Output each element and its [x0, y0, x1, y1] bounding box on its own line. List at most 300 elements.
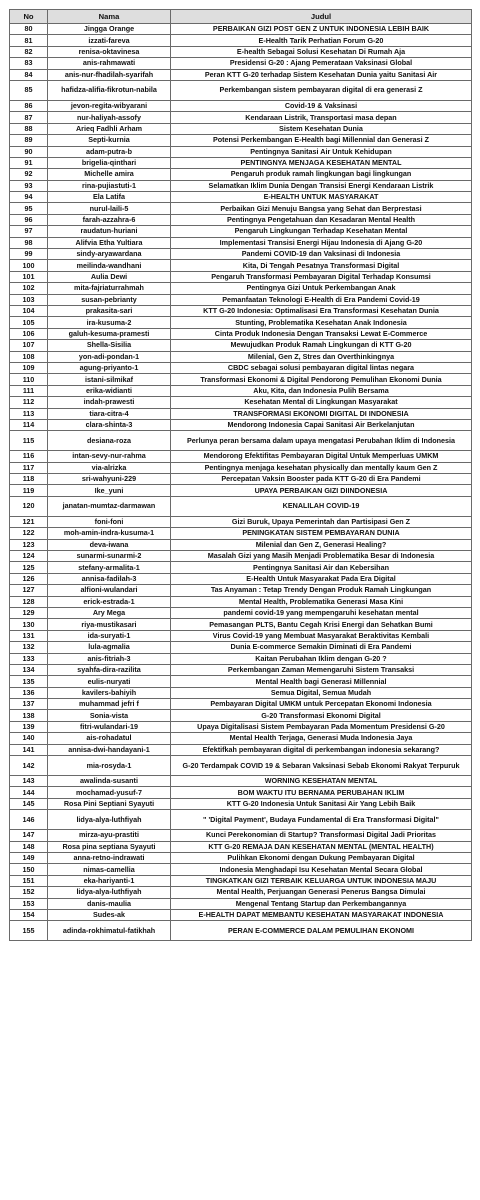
- table-body: [10, 24, 472, 941]
- cell-no: 113: [10, 408, 48, 419]
- cell-judul: Kunci Perekonomian di Startup? Transformasi Digital Jadi Prioritas: [171, 830, 472, 841]
- cell-judul: KENALILAH COVID-19: [171, 496, 472, 516]
- cell-no: 97: [10, 226, 48, 237]
- cell-nama: mia-rosyda-1: [48, 756, 171, 776]
- cell-nama: yon-adi-pondan-1: [48, 351, 171, 362]
- table-row: [10, 687, 472, 698]
- cell-judul: Pentingnya Gizi Untuk Perkembangan Anak: [171, 283, 472, 294]
- cell-judul: Selamatkan Iklim Dunia Dengan Transisi Energi Kendaraan Listrik: [171, 180, 472, 191]
- table-row: [10, 864, 472, 875]
- cell-nama: adinda-rokhimatul-fatikhah: [48, 921, 171, 941]
- cell-no: 101: [10, 271, 48, 282]
- cell-nama: Ike_yuni: [48, 485, 171, 496]
- cell-judul: Implementasi Transisi Energi Hijau Indonesia di Ajang G-20: [171, 237, 472, 248]
- cell-no: 118: [10, 474, 48, 485]
- cell-nama: desiana-roza: [48, 431, 171, 451]
- cell-no: 84: [10, 69, 48, 80]
- table-row: [10, 921, 472, 941]
- cell-judul: Aku, Kita, dan Indonesia Pulih Bersama: [171, 385, 472, 396]
- cell-judul: TINGKATKAN GIZI TERBAIK KELUARGA UNTUK INDONESIA MAJU: [171, 875, 472, 886]
- table-row: [10, 562, 472, 573]
- table-row: [10, 203, 472, 214]
- header-row: [10, 10, 472, 24]
- cell-judul: Perbaikan Gizi Menuju Bangsa yang Sehat dan Berprestasi: [171, 203, 472, 214]
- cell-judul: Sistem Kesehatan Dunia: [171, 123, 472, 134]
- cell-nama: Sonia-vista: [48, 710, 171, 721]
- cell-judul: Kendaraan Listrik, Transportasi masa depan: [171, 112, 472, 123]
- cell-no: 138: [10, 710, 48, 721]
- cell-nama: lidya-alya-luthfiyah: [48, 810, 171, 830]
- table-row: [10, 798, 472, 809]
- cell-nama: Michelle amira: [48, 169, 171, 180]
- cell-no: 150: [10, 864, 48, 875]
- cell-nama: Rosa pina septiana Syayuti: [48, 841, 171, 852]
- table-row: [10, 419, 472, 430]
- cell-no: 153: [10, 898, 48, 909]
- cell-no: 109: [10, 362, 48, 373]
- cell-nama: sri-wahyuni-229: [48, 474, 171, 485]
- cell-judul: PERAN E-COMMERCE DALAM PEMULIHAN EKONOMI: [171, 921, 472, 941]
- cell-judul: Pulihkan Ekonomi dengan Dukung Pembayaran Digital: [171, 853, 472, 864]
- cell-nama: rina-pujiastuti-1: [48, 180, 171, 191]
- cell-no: 141: [10, 744, 48, 755]
- cell-nama: nur-haliyah-assofy: [48, 112, 171, 123]
- cell-nama: nurul-laili-5: [48, 203, 171, 214]
- cell-judul: " 'Digital Payment', Budaya Fundamental di Era Transformasi Digital": [171, 810, 472, 830]
- cell-judul: Pentingnya Pengetahuan dan Kesadaran Mental Health: [171, 214, 472, 225]
- cell-nama: deva-iwana: [48, 539, 171, 550]
- table-row: [10, 362, 472, 373]
- cell-nama: Alifvia Etha Yultiara: [48, 237, 171, 248]
- cell-judul: Perkembangan sistem pembayaran digital di era generasi Z: [171, 80, 472, 100]
- table-row: [10, 699, 472, 710]
- table-row: [10, 721, 472, 732]
- cell-judul: KTT G-20 Indonesia: Optimalisasi Era Transformasi Kesehatan Dunia: [171, 305, 472, 316]
- table-row: [10, 756, 472, 776]
- cell-no: 140: [10, 733, 48, 744]
- cell-no: 129: [10, 607, 48, 618]
- table-row: [10, 180, 472, 191]
- cell-judul: Kaitan Perubahan Iklim dengan G-20 ?: [171, 653, 472, 664]
- cell-nama: agung-priyanto-1: [48, 362, 171, 373]
- table-row: [10, 100, 472, 111]
- cell-judul: Mental Health Terjaga, Generasi Muda Indonesia Jaya: [171, 733, 472, 744]
- table-row: [10, 462, 472, 473]
- cell-no: 111: [10, 385, 48, 396]
- cell-nama: nimas-camellia: [48, 864, 171, 875]
- table-row: [10, 596, 472, 607]
- cell-no: 106: [10, 328, 48, 339]
- cell-judul: Cinta Produk Indonesia Dengan Transaksi Lewat E-Commerce: [171, 328, 472, 339]
- cell-no: 145: [10, 798, 48, 809]
- cell-judul: Mendorong Efektifitas Pembayaran Digital Untuk Memperluas UMKM: [171, 451, 472, 462]
- cell-no: 136: [10, 687, 48, 698]
- cell-no: 125: [10, 562, 48, 573]
- cell-nama: adam-putra-b: [48, 146, 171, 157]
- cell-nama: farah-azzahra-6: [48, 214, 171, 225]
- cell-nama: mita-fajriaturrahmah: [48, 283, 171, 294]
- cell-judul: Virus Covid-19 yang Membuat Masyarakat Beraktivitas Kembali: [171, 630, 472, 641]
- cell-judul: Pemasangan PLTS, Bantu Cegah Krisi Energi dan Sehatkan Bumi: [171, 619, 472, 630]
- cell-judul: Indonesia Menghadapi Isu Kesehatan Mental Secara Global: [171, 864, 472, 875]
- cell-judul: Pengaruh Lingkungan Terhadap Kesehatan Mental: [171, 226, 472, 237]
- cell-nama: kavilers-bahiyih: [48, 687, 171, 698]
- cell-no: 152: [10, 887, 48, 898]
- table-row: [10, 841, 472, 852]
- cell-no: 91: [10, 157, 48, 168]
- cell-judul: Pentingnya Sanitasi Air Untuk Kehidupan: [171, 146, 472, 157]
- cell-judul: Milenial, Gen Z, Stres dan Overthinkingnya: [171, 351, 472, 362]
- table-row: [10, 351, 472, 362]
- cell-judul: Mental Health bagi Generasi Millennial: [171, 676, 472, 687]
- cell-no: 83: [10, 58, 48, 69]
- table-row: [10, 664, 472, 675]
- table-row: [10, 69, 472, 80]
- participant-table-container: [9, 9, 471, 941]
- cell-no: 82: [10, 46, 48, 57]
- table-row: [10, 787, 472, 798]
- cell-no: 90: [10, 146, 48, 157]
- cell-nama: erick-estrada-1: [48, 596, 171, 607]
- cell-nama: izzati-fareva: [48, 35, 171, 46]
- table-row: [10, 340, 472, 351]
- cell-no: 112: [10, 397, 48, 408]
- cell-nama: syahfa-dira-razilita: [48, 664, 171, 675]
- cell-nama: lula-agmalia: [48, 642, 171, 653]
- cell-no: 149: [10, 853, 48, 864]
- cell-nama: prakasita-sari: [48, 305, 171, 316]
- table-row: [10, 451, 472, 462]
- cell-nama: jevon-regita-wibyarani: [48, 100, 171, 111]
- cell-no: 135: [10, 676, 48, 687]
- cell-no: 80: [10, 24, 48, 35]
- cell-no: 134: [10, 664, 48, 675]
- table-row: [10, 408, 472, 419]
- cell-nama: Arieq Fadhli Arham: [48, 123, 171, 134]
- cell-judul: Presidensi G-20 : Ajang Pemerataan Vaksinasi Global: [171, 58, 472, 69]
- cell-nama: annisa-dwi-handayani-1: [48, 744, 171, 755]
- table-row: [10, 58, 472, 69]
- cell-no: 95: [10, 203, 48, 214]
- cell-judul: Percepatan Vaksin Booster pada KTT G-20 di Era Pandemi: [171, 474, 472, 485]
- cell-judul: Efektifkah pembayaran digital di perkembangan indonesia sekarang?: [171, 744, 472, 755]
- cell-no: 130: [10, 619, 48, 630]
- cell-judul: Pengaruh produk ramah lingkungan bagi lingkungan: [171, 169, 472, 180]
- cell-nama: meilinda-wandhani: [48, 260, 171, 271]
- table-row: [10, 249, 472, 260]
- cell-no: 89: [10, 135, 48, 146]
- table-row: [10, 630, 472, 641]
- cell-no: 120: [10, 496, 48, 516]
- table-row: [10, 80, 472, 100]
- cell-judul: Stunting, Problematika Kesehatan Anak Indonesia: [171, 317, 472, 328]
- table-row: [10, 192, 472, 203]
- table-row: [10, 744, 472, 755]
- table-row: [10, 317, 472, 328]
- cell-nama: Septi-kurnia: [48, 135, 171, 146]
- table-row: [10, 397, 472, 408]
- cell-nama: Jingga Orange: [48, 24, 171, 35]
- cell-no: 154: [10, 909, 48, 920]
- cell-nama: brigelia-qinthari: [48, 157, 171, 168]
- cell-judul: Pemanfaatan Teknologi E-Health di Era Pandemi Covid-19: [171, 294, 472, 305]
- cell-no: 108: [10, 351, 48, 362]
- table-row: [10, 909, 472, 920]
- cell-no: 147: [10, 830, 48, 841]
- table-row: [10, 875, 472, 886]
- table-row: [10, 294, 472, 305]
- cell-nama: moh-amin-indra-kusuma-1: [48, 528, 171, 539]
- cell-nama: susan-pebrianty: [48, 294, 171, 305]
- cell-judul: E-health Sebagai Solusi Kesehatan Di Rumah Aja: [171, 46, 472, 57]
- cell-nama: anna-retno-indrawati: [48, 853, 171, 864]
- cell-judul: pandemi covid-19 yang mempengaruhi kesehatan mental: [171, 607, 472, 618]
- cell-no: 81: [10, 35, 48, 46]
- table-row: [10, 112, 472, 123]
- table-row: [10, 485, 472, 496]
- cell-no: 107: [10, 340, 48, 351]
- cell-judul: Perkembangan Zaman Memengaruhi Sistem Transaksi: [171, 664, 472, 675]
- cell-no: 86: [10, 100, 48, 111]
- cell-no: 116: [10, 451, 48, 462]
- cell-judul: Kesehatan Mental di Lingkungan Masyarakat: [171, 397, 472, 408]
- cell-no: 128: [10, 596, 48, 607]
- table-row: [10, 24, 472, 35]
- cell-judul: E-HEALTH DAPAT MEMBANTU KESEHATAN MASYARAKAT INDONESIA: [171, 909, 472, 920]
- table-row: [10, 573, 472, 584]
- cell-judul: KTT G-20 Indonesia Untuk Sanitasi Air Yang Lebih Baik: [171, 798, 472, 809]
- cell-nama: indah-prawesti: [48, 397, 171, 408]
- cell-nama: anis-nur-fhadilah-syarifah: [48, 69, 171, 80]
- cell-no: 105: [10, 317, 48, 328]
- cell-no: 119: [10, 485, 48, 496]
- table-row: [10, 653, 472, 664]
- cell-nama: clara-shinta-3: [48, 419, 171, 430]
- table-row: [10, 551, 472, 562]
- cell-judul: UPAYA PERBAIKAN GIZI DIINDONESIA: [171, 485, 472, 496]
- cell-nama: sindy-aryawardana: [48, 249, 171, 260]
- table-row: [10, 431, 472, 451]
- table-row: [10, 135, 472, 146]
- cell-no: 127: [10, 585, 48, 596]
- table-row: [10, 776, 472, 787]
- cell-no: 88: [10, 123, 48, 134]
- table-row: [10, 642, 472, 653]
- cell-no: 122: [10, 528, 48, 539]
- table-row: [10, 385, 472, 396]
- cell-no: 142: [10, 756, 48, 776]
- cell-no: 96: [10, 214, 48, 225]
- cell-nama: annisa-fadilah-3: [48, 573, 171, 584]
- cell-no: 137: [10, 699, 48, 710]
- table-row: [10, 619, 472, 630]
- cell-nama: renisa-oktavinesa: [48, 46, 171, 57]
- cell-nama: galuh-kesuma-pramesti: [48, 328, 171, 339]
- cell-no: 93: [10, 180, 48, 191]
- cell-nama: awalinda-susanti: [48, 776, 171, 787]
- table-row: [10, 237, 472, 248]
- cell-judul: Mental Health, Perjuangan Generasi Penerus Bangsa Dimulai: [171, 887, 472, 898]
- cell-nama: danis-maulia: [48, 898, 171, 909]
- table-row: [10, 214, 472, 225]
- cell-judul: Pembayaran Digital UMKM untuk Percepatan Ekonomi Indonesia: [171, 699, 472, 710]
- cell-nama: sunarmi-sunarmi-2: [48, 551, 171, 562]
- cell-judul: Mewujudkan Produk Ramah Lingkungan di KTT G-20: [171, 340, 472, 351]
- table-row: [10, 539, 472, 550]
- cell-no: 146: [10, 810, 48, 830]
- cell-judul: Peran KTT G-20 terhadap Sistem Kesehatan Dunia yaitu Sanitasi Air: [171, 69, 472, 80]
- cell-nama: via-alrizka: [48, 462, 171, 473]
- cell-no: 143: [10, 776, 48, 787]
- cell-judul: G-20 Terdampak COVID 19 & Sebaran Vaksinasi Sebab Ekonomi Rakyat Terpuruk: [171, 756, 472, 776]
- cell-no: 121: [10, 516, 48, 527]
- cell-no: 102: [10, 283, 48, 294]
- cell-nama: intan-sevy-nur-rahma: [48, 451, 171, 462]
- cell-judul: Pandemi COVID-19 dan Vaksinasi di Indonesia: [171, 249, 472, 260]
- cell-nama: riya-mustikasari: [48, 619, 171, 630]
- table-row: [10, 516, 472, 527]
- table-row: [10, 271, 472, 282]
- cell-no: 151: [10, 875, 48, 886]
- cell-nama: anis-fitriah-3: [48, 653, 171, 664]
- cell-no: 100: [10, 260, 48, 271]
- cell-judul: E-Health Tarik Perhatian Forum G-20: [171, 35, 472, 46]
- cell-no: 92: [10, 169, 48, 180]
- cell-nama: foni-foni: [48, 516, 171, 527]
- cell-nama: istani-silmikaf: [48, 374, 171, 385]
- cell-nama: janatan-mumtaz-darmawan: [48, 496, 171, 516]
- table-row: [10, 283, 472, 294]
- cell-judul: Tas Anyaman : Tetap Trendy Dengan Produk Ramah Lingkungan: [171, 585, 472, 596]
- participant-table: [9, 9, 472, 941]
- cell-no: 144: [10, 787, 48, 798]
- table-row: [10, 328, 472, 339]
- cell-judul: Mengenal Tentang Startup dan Perkembangannya: [171, 898, 472, 909]
- cell-judul: G-20 Transformasi Ekonomi Digital: [171, 710, 472, 721]
- cell-no: 139: [10, 721, 48, 732]
- cell-no: 148: [10, 841, 48, 852]
- cell-no: 99: [10, 249, 48, 260]
- cell-no: 155: [10, 921, 48, 941]
- cell-judul: Pengaruh Transformasi Pembayaran Digital Terhadap Konsumsi: [171, 271, 472, 282]
- cell-nama: eka-hariyanti-1: [48, 875, 171, 886]
- table-row: [10, 374, 472, 385]
- cell-judul: Covid-19 & Vaksinasi: [171, 100, 472, 111]
- cell-judul: Dunia E-commerce Semakin Diminati di Era Pandemi: [171, 642, 472, 653]
- cell-nama: Shella-Sisilia: [48, 340, 171, 351]
- cell-no: 124: [10, 551, 48, 562]
- cell-nama: ira-kusuma-2: [48, 317, 171, 328]
- table-row: [10, 305, 472, 316]
- cell-nama: muhammad jefri f: [48, 699, 171, 710]
- cell-nama: ais-rohadatul: [48, 733, 171, 744]
- cell-judul: WORNING KESEHATAN MENTAL: [171, 776, 472, 787]
- cell-judul: Perlunya peran bersama dalam upaya mengatasi Perubahan Iklim di Indonesia: [171, 431, 472, 451]
- cell-judul: Mendorong Indonesia Capai Sanitasi Air Berkelanjutan: [171, 419, 472, 430]
- cell-no: 114: [10, 419, 48, 430]
- cell-nama: ida-suryati-1: [48, 630, 171, 641]
- cell-nama: Ela Latifa: [48, 192, 171, 203]
- cell-no: 117: [10, 462, 48, 473]
- table-row: [10, 226, 472, 237]
- cell-judul: Pentingnya Sanitasi Air dan Kebersihan: [171, 562, 472, 573]
- cell-no: 126: [10, 573, 48, 584]
- cell-no: 104: [10, 305, 48, 316]
- table-row: [10, 260, 472, 271]
- table-row: [10, 157, 472, 168]
- table-row: [10, 810, 472, 830]
- cell-judul: Kita, Di Tengah Pesatnya Transformasi Digital: [171, 260, 472, 271]
- table-row: [10, 853, 472, 864]
- cell-nama: eulis-nuryati: [48, 676, 171, 687]
- cell-nama: mirza-ayu-prastiti: [48, 830, 171, 841]
- table-row: [10, 733, 472, 744]
- table-row: [10, 676, 472, 687]
- cell-judul: E-HEALTH UNTUK MASYARAKAT: [171, 192, 472, 203]
- cell-judul: PERBAIKAN GIZI POST GEN Z UNTUK INDONESIA LEBIH BAIK: [171, 24, 472, 35]
- table-row: [10, 146, 472, 157]
- cell-no: 133: [10, 653, 48, 664]
- cell-judul: CBDC sebagai solusi pembayaran digital lintas negara: [171, 362, 472, 373]
- table-header: [10, 10, 472, 24]
- table-row: [10, 898, 472, 909]
- cell-nama: alfioni-wulandari: [48, 585, 171, 596]
- cell-no: 110: [10, 374, 48, 385]
- cell-judul: KTT G-20 REMAJA DAN KESEHATAN MENTAL (MENTAL HEALTH): [171, 841, 472, 852]
- cell-judul: TRANSFORMASI EKONOMI DIGITAL DI INDONESIA: [171, 408, 472, 419]
- cell-nama: anis-rahmawati: [48, 58, 171, 69]
- table-row: [10, 710, 472, 721]
- table-row: [10, 585, 472, 596]
- column-header-no: No: [10, 10, 48, 24]
- cell-no: 85: [10, 80, 48, 100]
- cell-nama: Rosa Pini Septiani Syayuti: [48, 798, 171, 809]
- cell-judul: Potensi Perkembangan E-Health bagi Millennial dan Generasi Z: [171, 135, 472, 146]
- cell-no: 123: [10, 539, 48, 550]
- cell-nama: mochamad-yusuf-7: [48, 787, 171, 798]
- cell-judul: Milenial dan Gen Z, Generasi Healing?: [171, 539, 472, 550]
- cell-no: 94: [10, 192, 48, 203]
- cell-nama: Sudes-ak: [48, 909, 171, 920]
- cell-judul: E-Health Untuk Masyarakat Pada Era Digital: [171, 573, 472, 584]
- table-row: [10, 169, 472, 180]
- table-row: [10, 528, 472, 539]
- cell-judul: Upaya Digitalisasi Sistem Pembayaran Pada Momentum Presidensi G-20: [171, 721, 472, 732]
- cell-nama: hafidza-alifia-fikrotun-nabila: [48, 80, 171, 100]
- table-row: [10, 887, 472, 898]
- cell-nama: lidya-alya-luthfiyah: [48, 887, 171, 898]
- column-header-judul: Judul: [171, 10, 472, 24]
- table-row: [10, 496, 472, 516]
- cell-judul: PENINGKATAN SISTEM PEMBAYARAN DUNIA: [171, 528, 472, 539]
- cell-nama: erika-widianti: [48, 385, 171, 396]
- cell-judul: Mental Health, Problematika Generasi Masa Kini: [171, 596, 472, 607]
- cell-judul: Masalah Gizi yang Masih Menjadi Problematika Besar di Indonesia: [171, 551, 472, 562]
- cell-no: 131: [10, 630, 48, 641]
- table-row: [10, 123, 472, 134]
- cell-nama: fitri-wulandari-19: [48, 721, 171, 732]
- cell-no: 98: [10, 237, 48, 248]
- cell-no: 132: [10, 642, 48, 653]
- cell-judul: Transformasi Ekonomi & Digital Pendorong Pemulihan Ekonomi Dunia: [171, 374, 472, 385]
- table-row: [10, 474, 472, 485]
- cell-nama: Aulia Dewi: [48, 271, 171, 282]
- cell-nama: raudatun-huriani: [48, 226, 171, 237]
- cell-judul: PENTINGNYA MENJAGA KESEHATAN MENTAL: [171, 157, 472, 168]
- cell-no: 87: [10, 112, 48, 123]
- table-row: [10, 830, 472, 841]
- cell-nama: Ary Mega: [48, 607, 171, 618]
